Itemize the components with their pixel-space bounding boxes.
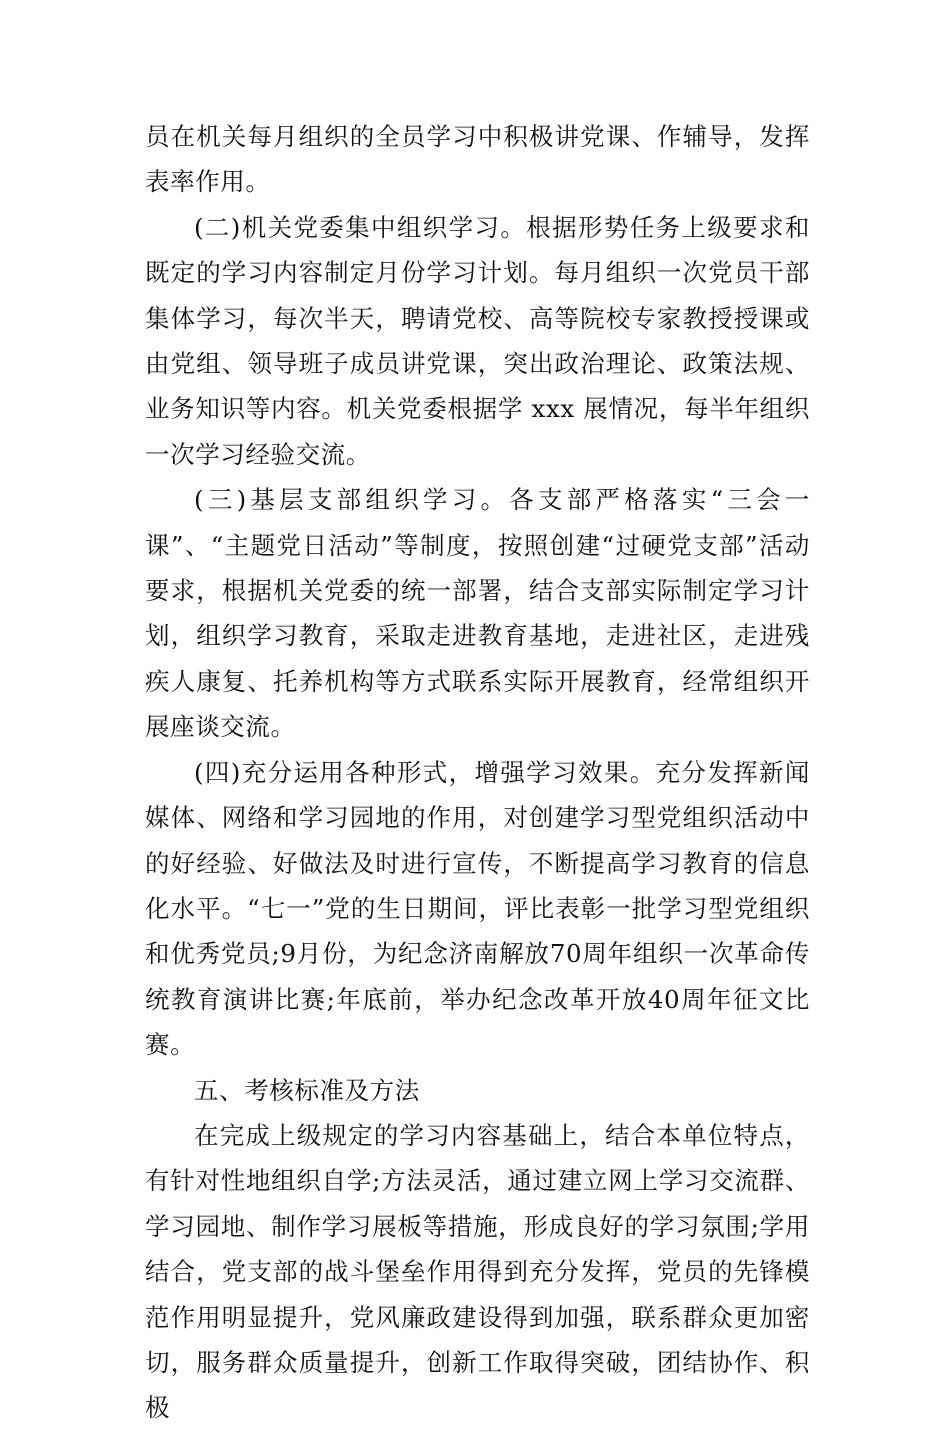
paragraph-assessment-standards: 在完成上级规定的学习内容基础上，结合本单位特点，有针对性地组织自学;方法灵活，通过建立网上学习交流群、学习园地、制作学习展板等措施，形成良好的学习氛围;学用结合，党支部的战斗堡垒作用得到充分发挥，党员的先锋模范作用明显提升，党风廉政建设得到加强，联系群众更加密切，服务群众质量提升，创新工作取得突破，团结协作、积极 xyxy=(145,1120,810,1423)
document-body xyxy=(145,114,810,1431)
paragraph-continuation: 员在机关每月组织的全员学习中积极讲党课、作辅导，发挥表率作用。 xyxy=(145,122,810,197)
paragraph-study-forms: (四)充分运用各种形式，增强学习效果。充分发挥新闻媒体、网络和学习园地的作用，对创建学习型党组织活动中的好经验、好做法及时进行宣传，不断提高学习教育的信息化水平。“七一”党的生日期间，评比表彰一批学习型党组织和优秀党员;9月份，为纪念济南解放70周年组织一次革命传统教育演讲比赛;年底前，举办纪念改革开放40周年征文比赛。 xyxy=(145,757,810,1060)
paragraph-branch-study: (三)基层支部组织学习。各支部严格落实“三会一课”、“主题党日活动”等制度，按照创建“过硬党支部”活动要求，根据机关党委的统一部署，结合支部实际制定学习计划，组织学习教育，采取走进教育基地，走进社区，走进残疾人康复、托养机构等方式联系实际开展教育，经常组织开展座谈交流。 xyxy=(145,485,810,742)
paragraph-party-committee-study: (二)机关党委集中组织学习。根据形势任务上级要求和既定的学习内容制定月份学习计划。每月组织一次党员干部集体学习，每次半天，聘请党校、高等院校专家教授授课或由党组、领导班子成员讲党课，突出政治理论、政策法规、业务知识等内容。机关党委根据学 xxx 展情况，每半年组织一次学习经验交流。 xyxy=(145,212,810,469)
section-heading-assessment: 五、考核标准及方法 xyxy=(194,1075,420,1105)
